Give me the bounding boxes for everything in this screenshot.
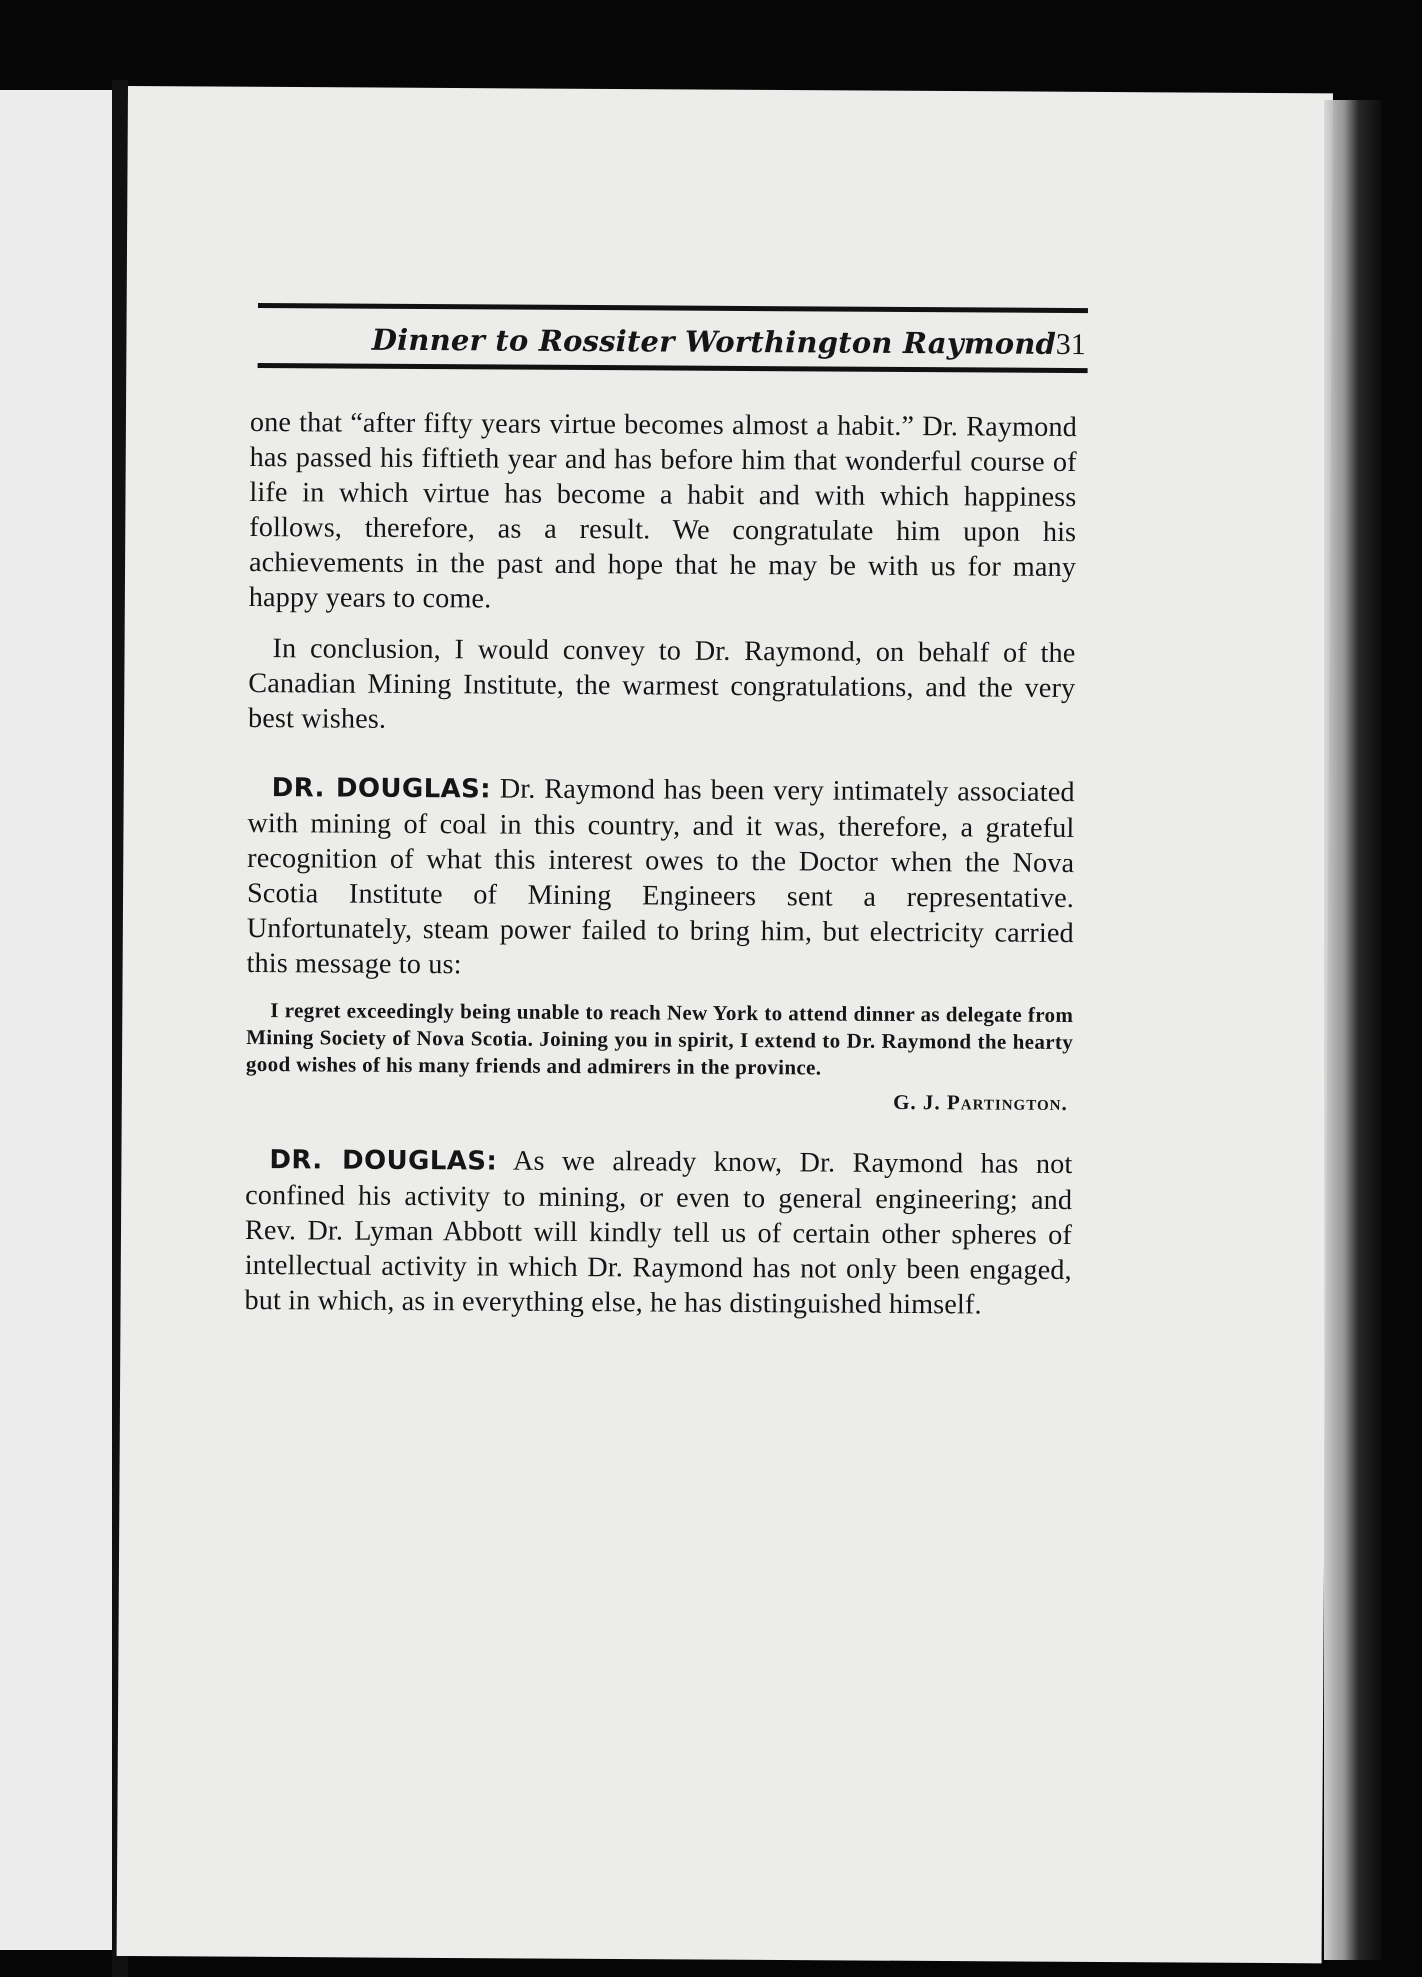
page-header	[257, 303, 1087, 390]
left-page-edge	[0, 90, 112, 1950]
telegram-signature: G. J. Partington.	[893, 1089, 1068, 1116]
page-body	[244, 405, 1077, 1323]
speech-paragraph	[244, 1142, 1072, 1323]
speech-text: As we already know, Dr. Raymond has not confined his activity to mining, or even to general engineering; and Rev. Dr. Lyman Abbott will kindly tell us of certain other spheres of intellectual activity in which Dr. Raymond has not only been engaged, but in which, as in everything else, he has distinguished himself.	[244, 1145, 1073, 1321]
body-paragraph: one that “after fifty years virtue becomes almost a habit.” Dr. Raymond has passed his fiftieth year and has before him that wonderful course of life in which virtue has become a habit and with which happiness follows, therefore, as a result. We congratulate him upon his achievements in the past and hope that he may be with us for many happy years to come.	[248, 406, 1077, 615]
speech-paragraph	[246, 770, 1074, 986]
telegram-quote: I regret exceedingly being unable to reach New York to attend dinner as delegate from Mining Society of Nova Scotia. Joining you in spirit, I extend to Dr. Raymond the hearty good wishes of his many friends and admirers in the province.	[245, 998, 1074, 1080]
speaker-name: DR. DOUGLAS:	[269, 1145, 498, 1177]
running-title: Dinner to Rossiter Worthington Raymond	[371, 322, 1057, 361]
section-spacing	[248, 736, 1075, 775]
page-number: 31	[1055, 327, 1086, 362]
header-bottom-rule	[258, 363, 1088, 373]
body-paragraph: In conclusion, I would convey to Dr. Raymond, on behalf of the Canadian Mining Institute, the warmest congratulations, and the very best wishes.	[247, 633, 1076, 735]
right-page-edge	[1324, 100, 1382, 1960]
speech-text: Dr. Raymond has been very intimately associated with mining of coal in this country, and it was, therefore, a grateful recognition of what this interest owes to the Doctor when the Nova Scotia Institute of Mining Engineers sent a representative. Unfortunately, steam power failed to bring him, but electricity carried this message to us:	[246, 773, 1075, 981]
speaker-name: DR. DOUGLAS:	[271, 773, 492, 805]
